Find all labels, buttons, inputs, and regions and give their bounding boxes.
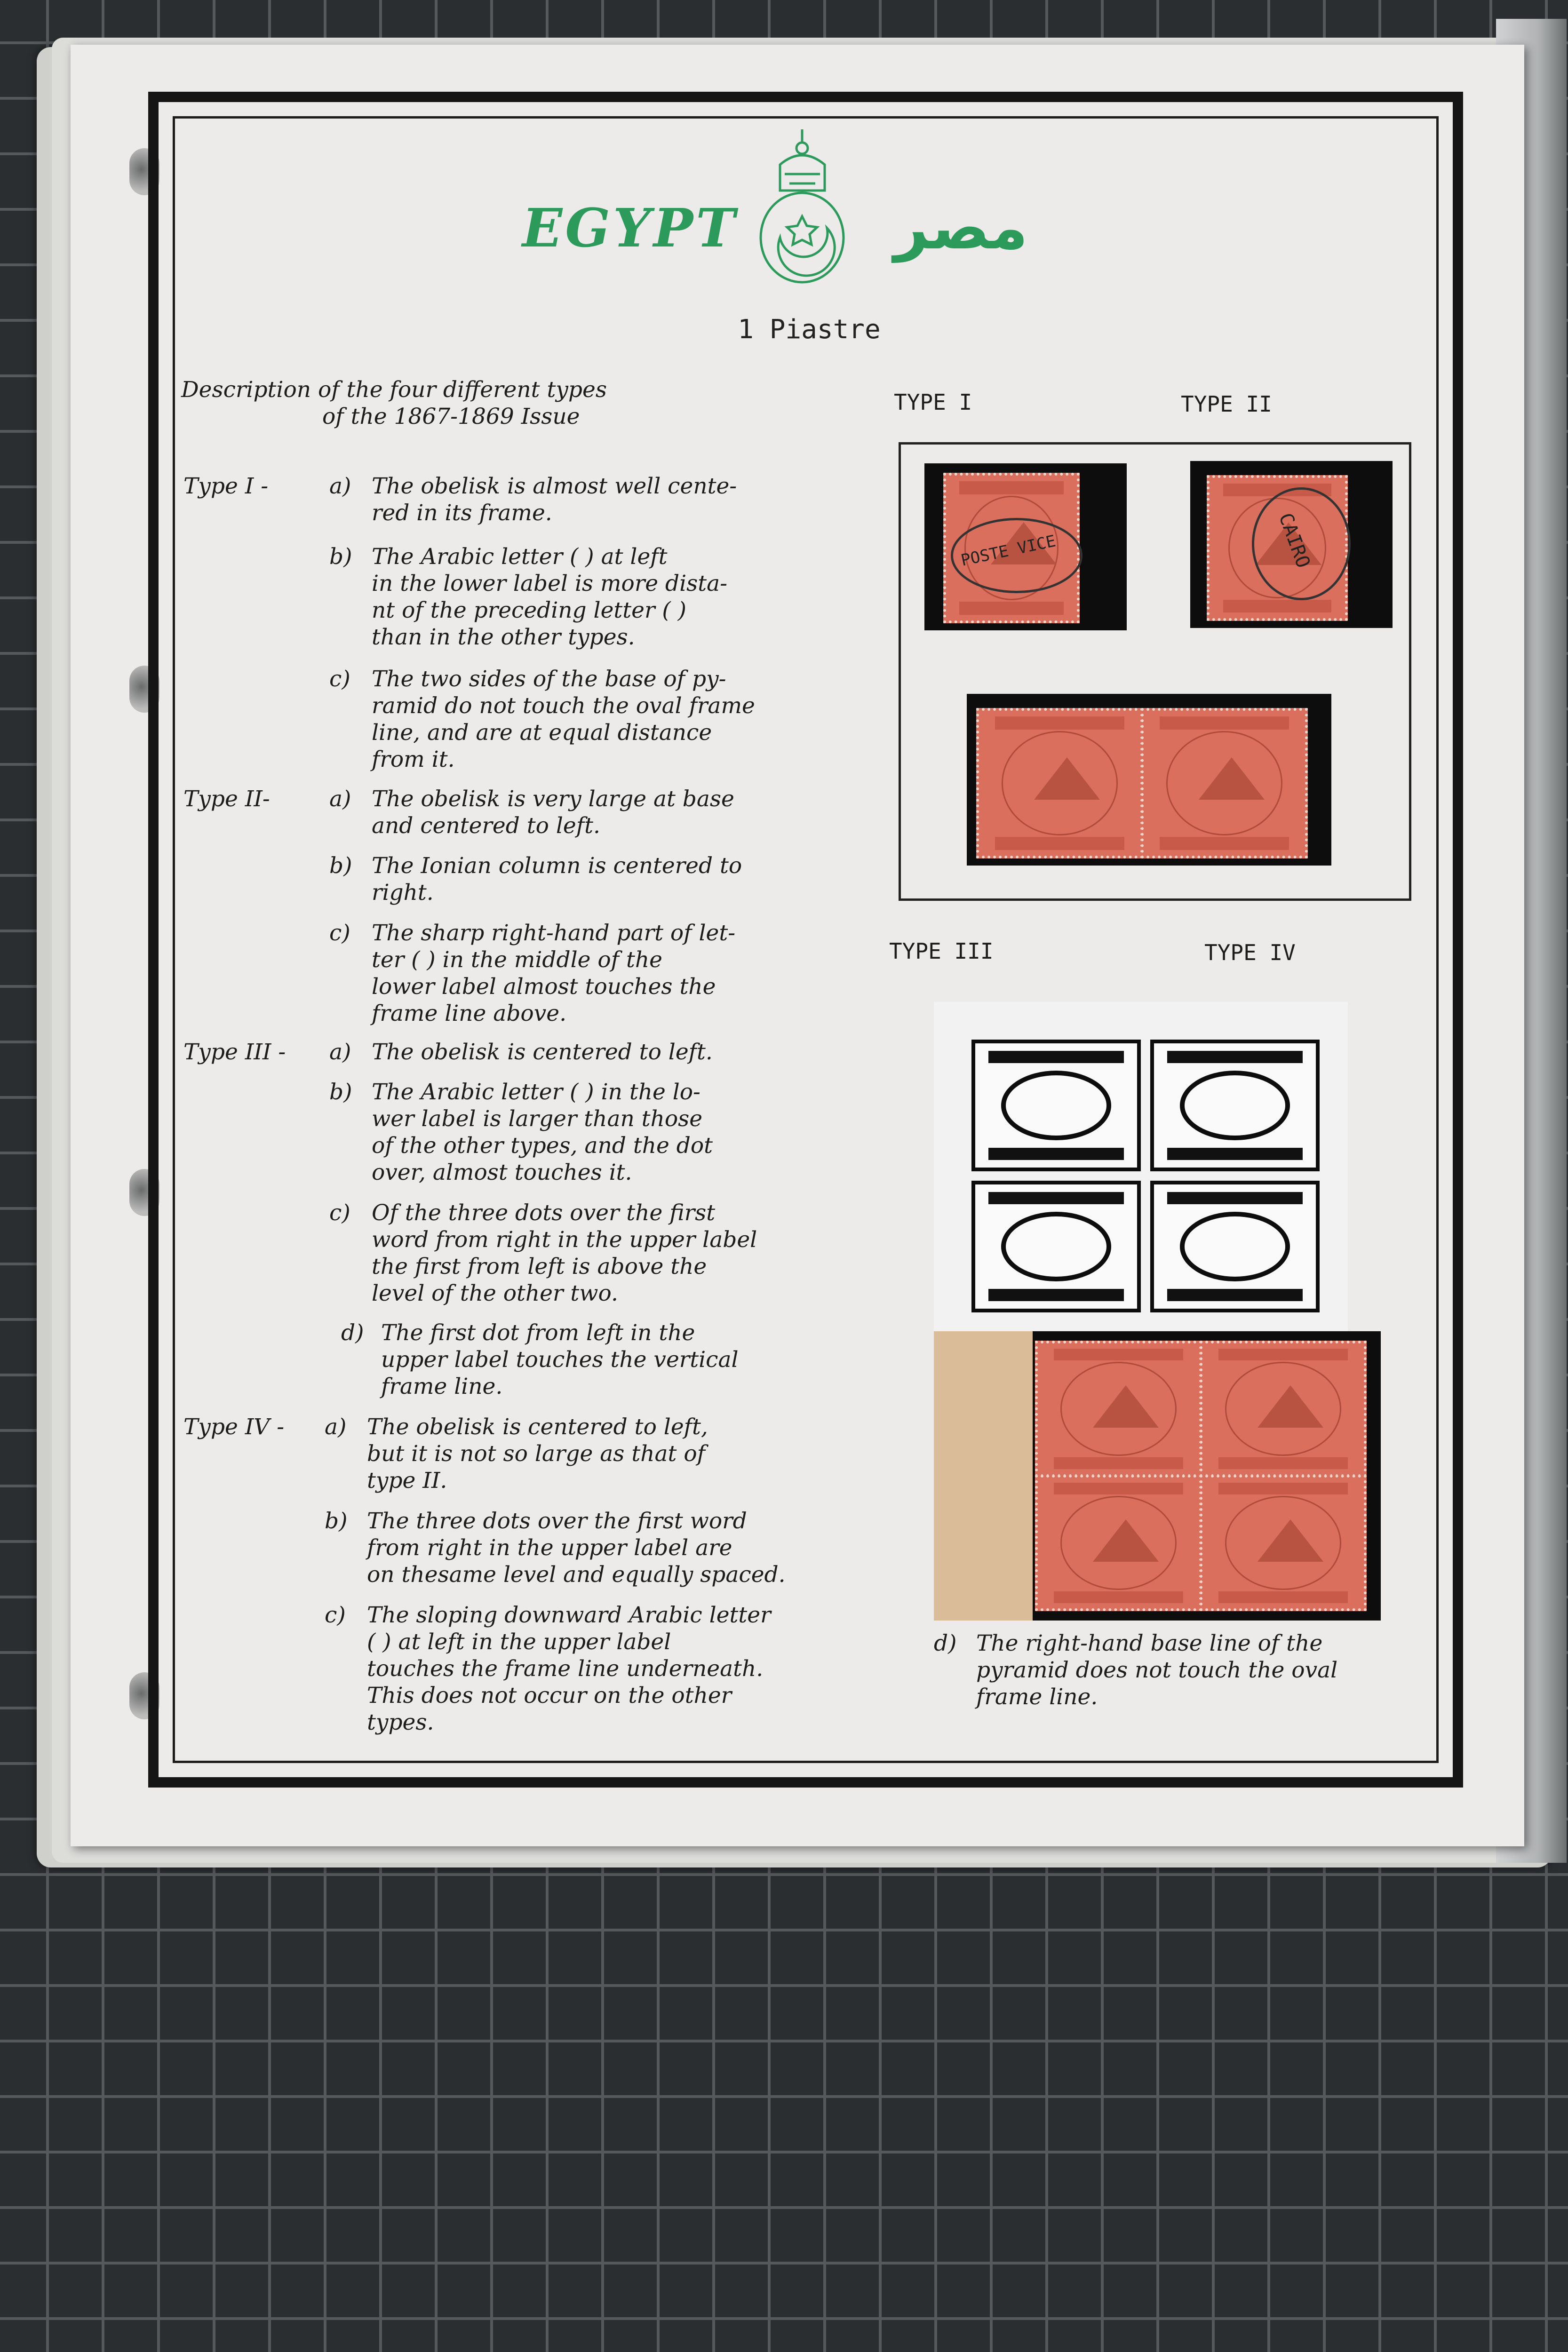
crown-crescent-emblem-icon	[752, 120, 853, 294]
type-2-item-c	[372, 920, 866, 1027]
text-line: The obelisk is centered to left.	[372, 1039, 713, 1065]
enlarged-stamp	[1150, 1040, 1320, 1171]
text-line: right.	[372, 880, 434, 906]
stamp-lower-label	[959, 602, 1064, 615]
text-line: word from right in the upper label	[372, 1227, 757, 1253]
type-1-stamp-label: TYPE I	[894, 389, 972, 415]
text-line: on thesame level and equally spaced.	[367, 1562, 786, 1588]
type-4-block-of-four	[934, 1331, 1381, 1621]
type-4-label: Type IV -	[183, 1414, 285, 1440]
text-line: and centered to left.	[372, 813, 600, 839]
pair-stamp-left	[976, 708, 1143, 858]
item-letter: b)	[329, 853, 352, 879]
text-line: The three dots over the first word	[367, 1508, 747, 1534]
type-3-label: Type III -	[183, 1039, 286, 1065]
stamp-lower-label	[1160, 837, 1289, 850]
text-line: frame line.	[381, 1374, 503, 1399]
text-line: ( ) at left in the upper label	[367, 1629, 671, 1655]
block-stamp	[1035, 1475, 1202, 1611]
title-egypt-english: EGYPT	[522, 198, 738, 259]
stamp-lower-label	[1223, 600, 1331, 612]
type-3-item-c	[372, 1200, 866, 1307]
description-heading	[181, 376, 793, 430]
text-line: The obelisk is almost well cente-	[372, 473, 737, 499]
text-line: of the other types, and the dot	[372, 1133, 713, 1159]
item-letter: c)	[325, 1602, 346, 1628]
text-line: but it is not so large as that of	[367, 1441, 706, 1467]
text-line: The Arabic letter ( ) in the lo-	[372, 1079, 700, 1105]
type-2-item-b	[372, 852, 866, 906]
type-4-item-b	[367, 1508, 861, 1588]
type-1-label: Type I -	[183, 473, 269, 499]
enlarged-stamp	[971, 1181, 1141, 1312]
text-line: ramid do not touch the oval frame	[372, 693, 755, 719]
text-line: in the lower label is more dista-	[372, 571, 728, 596]
enlarged-stamp	[971, 1040, 1141, 1171]
type-1-item-b	[372, 543, 866, 651]
page-value-title: 1 Piastre	[738, 314, 881, 345]
stamp-lower-label	[995, 837, 1124, 850]
text-line: pyramid does not touch the oval	[976, 1657, 1338, 1683]
type-4-stamp-label: TYPE IV	[1204, 940, 1296, 965]
text-line: upper label touches the vertical	[381, 1347, 739, 1373]
text-line: The obelisk is very large at base	[372, 786, 734, 812]
stamp-upper-label	[959, 481, 1064, 494]
text-line: the first from left is above the	[372, 1254, 707, 1279]
type-2-stamp-label: TYPE II	[1181, 391, 1272, 417]
text-line: line, and are at equal distance	[372, 720, 712, 746]
text-line: The sharp right-hand part of let-	[372, 920, 736, 946]
type-4-item-d-note	[976, 1630, 1400, 1710]
item-letter: c)	[329, 666, 350, 692]
pyramid-icon	[1199, 757, 1265, 800]
text-line: red in its frame.	[372, 500, 552, 526]
text-line: The obelisk is centered to left,	[367, 1414, 708, 1440]
item-letter: b)	[325, 1508, 348, 1534]
title-egypt-arabic: مصر	[894, 193, 1028, 263]
type-1-item-c	[372, 666, 866, 773]
description-heading-line: Description of the four different types	[181, 377, 607, 403]
item-letter: c)	[329, 920, 350, 946]
text-line: The Ionian column is centered to	[372, 853, 742, 879]
type-2-stamp	[1207, 475, 1348, 621]
type-4-item-a	[367, 1414, 861, 1494]
text-line: The Arabic letter ( ) at left	[372, 544, 668, 570]
text-line: nt of the preceding letter ( )	[372, 597, 687, 623]
type-2-label: Type II-	[183, 786, 270, 812]
item-letter: d)	[341, 1320, 364, 1346]
type-3-item-b	[372, 1079, 866, 1186]
description-heading-line: of the 1867-1869 Issue	[322, 404, 580, 429]
text-line: ter ( ) in the middle of the	[372, 947, 662, 973]
item-letter: b)	[329, 544, 352, 570]
text-line: from right in the upper label are	[367, 1535, 732, 1561]
type-3-item-d	[381, 1319, 875, 1400]
postmark-text: POSTE VICE	[959, 532, 1058, 570]
item-letter: d)	[934, 1630, 957, 1656]
item-letter: b)	[329, 1079, 352, 1105]
type-2-item-a	[372, 786, 866, 839]
text-line: type II.	[367, 1468, 447, 1494]
item-letter: c)	[329, 1200, 350, 1226]
pyramid-icon	[1034, 757, 1100, 800]
stamp-upper-label	[995, 716, 1124, 730]
block-stamp	[1200, 1341, 1367, 1477]
text-line: touches the frame line underneath.	[367, 1656, 764, 1682]
block-stamp	[1035, 1341, 1202, 1477]
block-stamp	[1200, 1475, 1367, 1611]
text-line: wer label is larger than those	[372, 1106, 703, 1132]
item-letter: a)	[329, 786, 351, 812]
text-line: The right-hand base line of the	[976, 1630, 1323, 1656]
text-line: over, almost touches it.	[372, 1160, 632, 1185]
pair-stamp-right	[1141, 708, 1308, 858]
text-line: lower label almost touches the	[372, 974, 716, 1000]
text-line: The first dot from left in the	[381, 1320, 695, 1346]
text-line: The sloping downward Arabic letter	[367, 1602, 771, 1628]
stamp-upper-label	[1160, 716, 1289, 730]
type-3-item-a	[372, 1039, 866, 1065]
enlarged-types-photo	[934, 1002, 1348, 1331]
item-letter: a)	[329, 1039, 351, 1065]
text-line: The two sides of the base of py-	[372, 666, 726, 692]
item-letter: a)	[325, 1414, 347, 1440]
text-line: than in the other types.	[372, 624, 635, 650]
text-line: frame line.	[976, 1684, 1098, 1710]
postmark-text: CAIRO	[1274, 510, 1314, 571]
text-line: level of the other two.	[372, 1280, 618, 1306]
type-1-item-a	[372, 473, 866, 526]
text-line: from it.	[372, 747, 455, 772]
sheet-selvage	[934, 1331, 1033, 1621]
type-4-item-c	[367, 1602, 861, 1736]
enlarged-stamp	[1150, 1181, 1320, 1312]
type-3-stamp-label: TYPE III	[889, 938, 994, 964]
text-line: frame line above.	[372, 1001, 567, 1026]
item-letter: a)	[329, 473, 351, 499]
type-1-stamp	[943, 473, 1080, 623]
text-line: Of the three dots over the first	[372, 1200, 716, 1226]
text-line: types.	[367, 1709, 434, 1735]
text-line: This does not occur on the other	[367, 1683, 732, 1708]
